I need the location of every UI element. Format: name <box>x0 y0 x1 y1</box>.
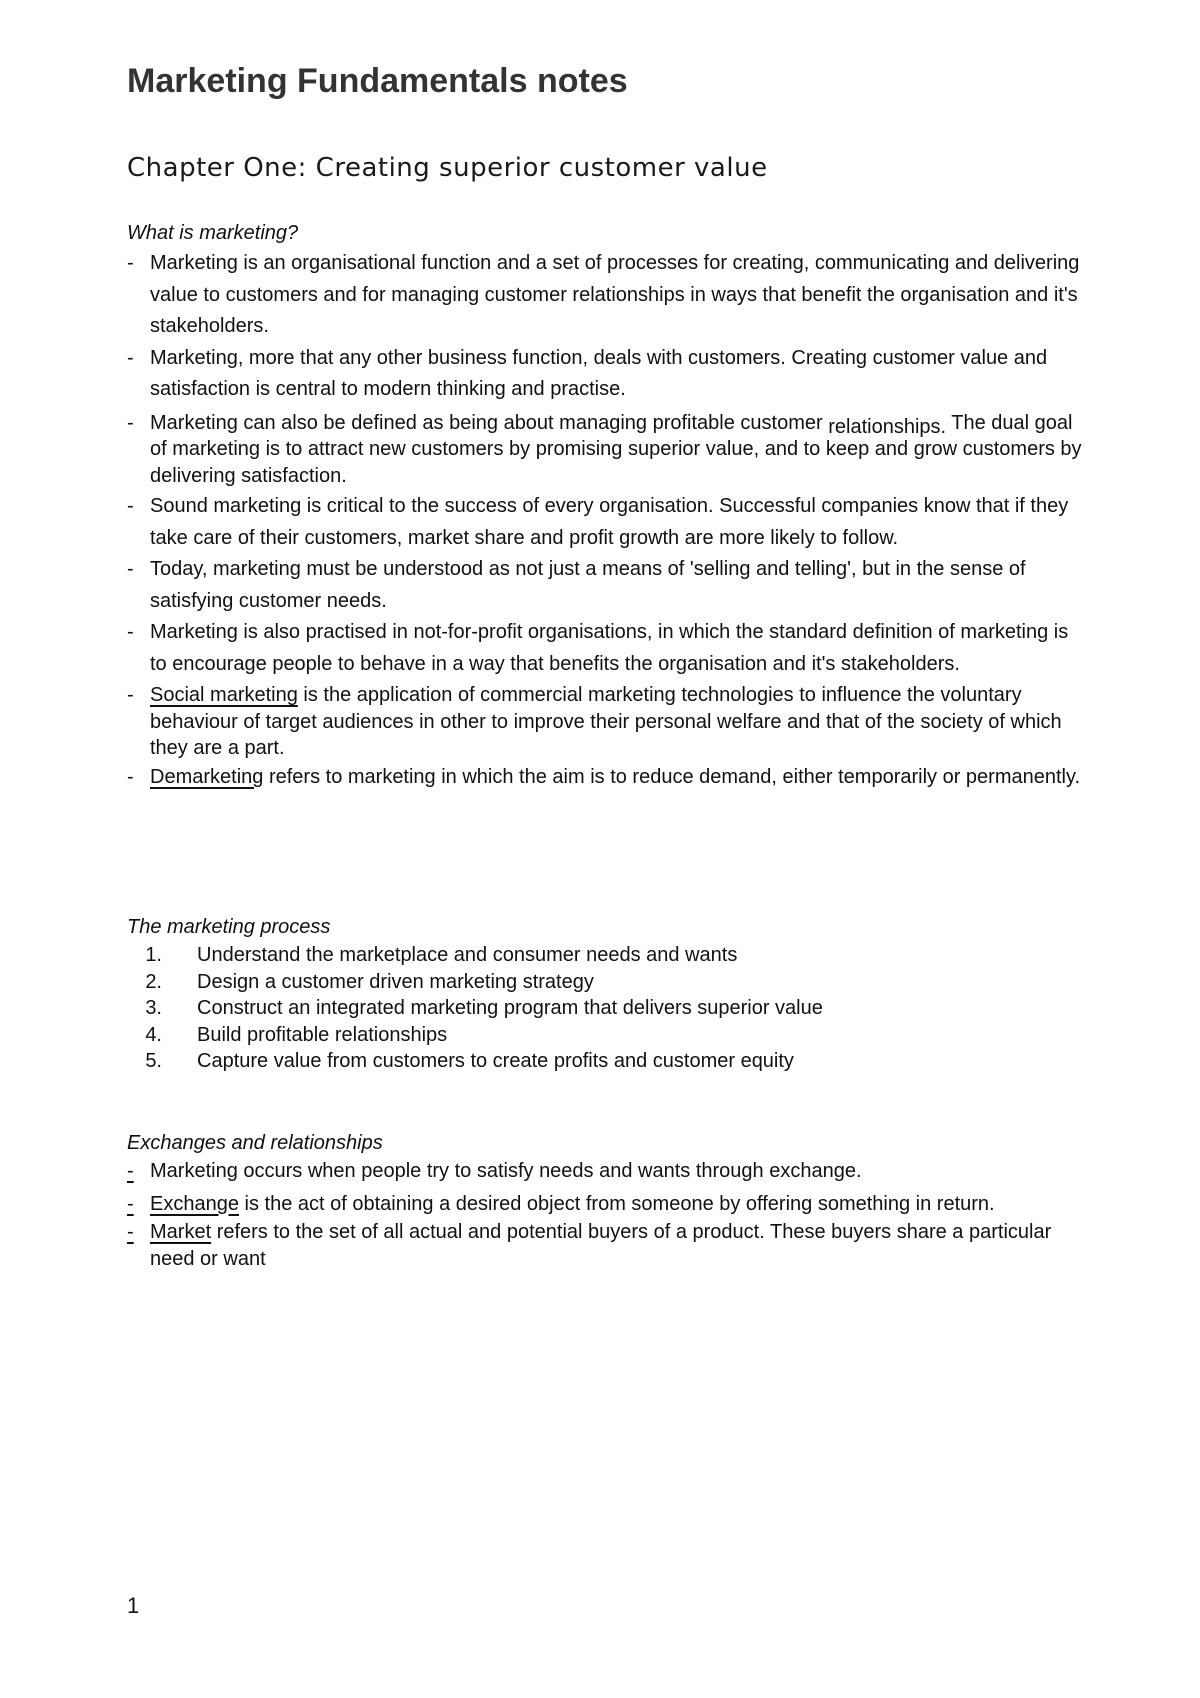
bullet-dash: - <box>127 684 134 706</box>
list-item <box>127 1219 1087 1272</box>
step-text: Design a customer driven marketing strategy <box>197 970 594 993</box>
list-item <box>127 248 1087 343</box>
list-item <box>127 343 1087 406</box>
chapter-title: Chapter One: Creating superior customer value <box>127 153 768 183</box>
bullet-text: Sound marketing is critical to the success of every organisation. Successful companies know that if they take care of their customers, market share and profit growth are more likely to follow. <box>150 495 1069 549</box>
list-item <box>127 764 1087 791</box>
bullet-dash: - <box>127 1192 134 1215</box>
step-number: 1. <box>145 944 162 966</box>
bullet-text: Marketing, more that any other business function, deals with customers. Creating customer value and satisfaction is central to modern thinking and practise. <box>150 346 1048 400</box>
page-number: 1 <box>127 1593 140 1618</box>
bullet-text: Marketing occurs when people try to satisfy needs and wants through exchange. <box>150 1160 862 1182</box>
bullet-dash: - <box>127 1160 134 1182</box>
bullet-dash: - <box>127 621 134 643</box>
bullet-dash: - <box>127 346 134 369</box>
bullet-text: Marketing can also be defined as being about managing profitable customer <box>150 411 823 434</box>
step-number: 5. <box>145 1050 162 1072</box>
bullet-list <box>127 1158 1087 1272</box>
list-item <box>127 410 1087 490</box>
bullet-text: Today, marketing must be understood as not just a means of 'selling and telling', but in the sense of satisfying customer needs. <box>150 558 1026 612</box>
marketing-process-section <box>127 914 1087 1075</box>
document-title: Marketing Fundamentals notes <box>127 62 628 100</box>
list-item <box>127 491 1087 554</box>
list-item <box>127 1191 1087 1218</box>
bullet-text: The dual goal of marketing is to attract new customers by promising superior value, and to keep and grow customers by delivering satisfaction. <box>150 411 1082 487</box>
bullet-list <box>127 248 1087 790</box>
list-item <box>127 1158 1087 1185</box>
list-item <box>127 995 1087 1022</box>
bullet-text: Marketing is an organisational function and a set of processes for creating, communicating and delivering value to customers and for managing customer relationships in ways that benefit the organisation and it's stakeholders. <box>150 252 1080 337</box>
list-item <box>127 1048 1087 1075</box>
exchanges-section <box>127 1130 1087 1272</box>
bullet-text: Marketing is also practised in not-for-profit organisations, in which the standard definition of marketing is to encourage people to behave in a way that benefits the organisation and it's stakeholders. <box>150 621 1069 675</box>
bullet-text: is the act of obtaining a desired object from someone by offering something in return. <box>244 1192 995 1215</box>
list-item <box>127 554 1087 617</box>
section-heading: Exchanges and relationships <box>127 1132 383 1154</box>
section-heading: The marketing process <box>127 916 331 938</box>
list-item <box>127 969 1087 996</box>
bullet-dash: - <box>127 252 134 274</box>
bullet-text: relationships. <box>828 415 947 438</box>
bullet-dash: - <box>127 1221 134 1243</box>
list-item <box>127 1022 1087 1049</box>
step-text: Build profitable relationships <box>197 1023 448 1046</box>
term-demarketing: Demarketing <box>150 765 264 788</box>
bullet-text: refers to marketing in which the aim is to reduce demand, either temporarily or permanently. <box>268 765 1081 788</box>
bullet-dash: - <box>127 765 134 788</box>
section-heading: What is marketing? <box>127 222 299 244</box>
step-text: Capture value from customers to create profits and customer equity <box>197 1050 794 1072</box>
step-number: 3. <box>145 997 162 1019</box>
bullet-text: is the application of commercial marketing technologies to influence the voluntary behaviour of target audiences in other to improve their personal welfare and that of the society of which they are a part. <box>150 684 1062 759</box>
step-text: Understand the marketplace and consumer needs and wants <box>197 944 738 966</box>
term-social-marketing: Social marketing <box>150 684 298 706</box>
bullet-dash: - <box>127 411 134 434</box>
bullet-dash: - <box>127 558 134 580</box>
list-item <box>127 682 1087 762</box>
term-market: Market <box>150 1221 212 1243</box>
step-text: Construct an integrated marketing program that delivers superior value <box>197 997 823 1019</box>
list-item <box>127 942 1087 969</box>
what-is-marketing-section <box>127 220 1087 790</box>
numbered-list <box>127 942 1087 1075</box>
bullet-dash: - <box>127 495 134 517</box>
step-number: 4. <box>145 1023 162 1046</box>
step-number: 2. <box>145 970 162 993</box>
list-item <box>127 617 1087 680</box>
bullet-text: refers to the set of all actual and potential buyers of a product. These buyers share a particular need or want <box>150 1221 1052 1270</box>
term-exchange: Exchange <box>150 1192 239 1215</box>
